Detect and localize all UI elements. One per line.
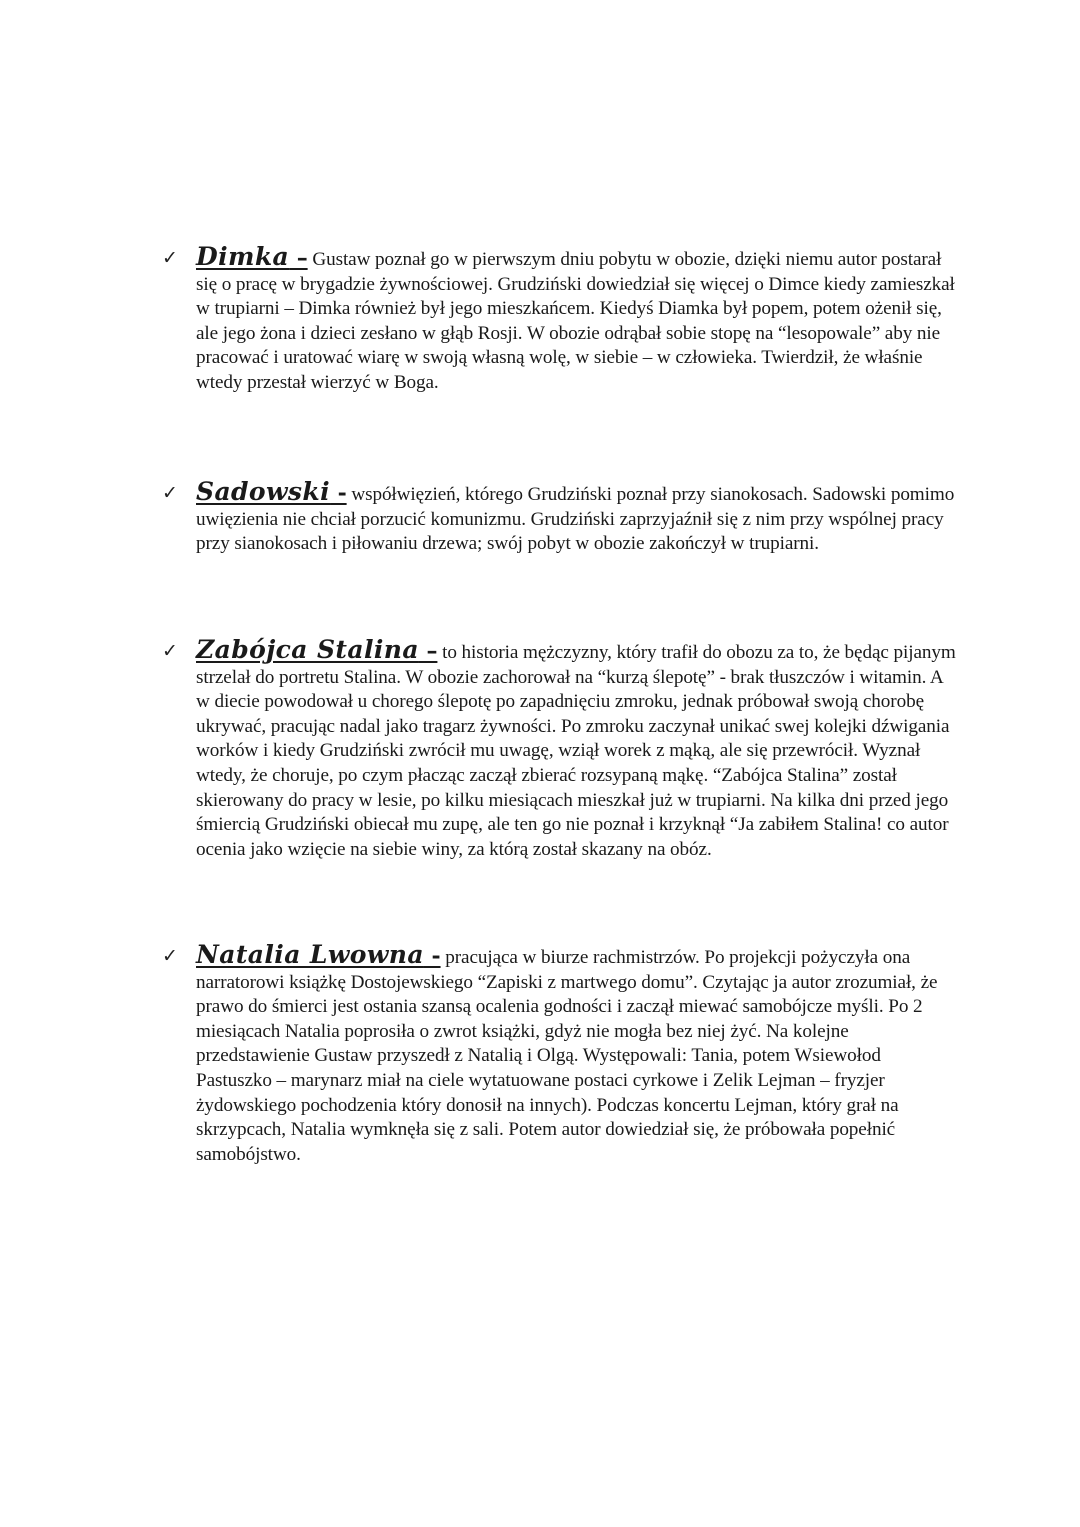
entry-sadowski — [162, 477, 962, 557]
entry-name: Sadowski — [196, 477, 331, 506]
entry-text: Gustaw poznał go w pierwszym dniu pobytu w obozie, dzięki niemu autor postarał się o pracę w brygadzie żywnościowej. Grudziński dowiedział się więcej o Dimce kiedy zamieszkał w trupiarni – Dimka również był jego mieszkańcem. Kiedyś Diamka był popem, potem ożenił się, ale jego żona i dzieci zesłano w głąb Rosji. W obozie odrąbał sobie stopę na “lesopowale” aby nie pracować i uratować wiarę w swoją własną wolę, w siebie – w człowieka. Twierdził, że właśnie wtedy przestał wierzyć w Boga. — [196, 249, 955, 393]
entry-natalia-lwowna — [162, 940, 962, 1167]
checkmark-icon: ✓ — [162, 247, 178, 269]
entry-text: to historia mężczyzny, który trafił do obozu za to, że będąc pijanym strzelał do portretu Stalina. W obozie zachorował na “kurzą ślepotę” - brak tłuszczów i witamin. A w diecie powodował u chorego ślepotę po zapadnięciu zmroku, jednak próbował swoją chorobę ukrywać, pracując nadal jako tragarz żywności. Po zmroku zaczynał unikać swej kolejki dźwigania worków i kiedy Grudziński zwrócił mu uwagę, wziął worek z mąką, ale się przewrócił. Wyznał wtedy, że choruje, po czym płacząc zaczął zbierać rozsypaną mąkę. “Zabójca Stalina” został skierowany do pracy w lesie, po kilku miesiącach mieszkał już w trupiarni. Na kilka dni przed jego śmiercią Grudziński obiecał mu zupę, ale ten go nie poznał i krzyknął “Ja zabiłem Stalina! co autor ocenia jako wzięcie na siebie winy, za którą został skazany na obóz. — [196, 642, 956, 860]
checkmark-icon: ✓ — [162, 945, 178, 967]
entry-body — [196, 940, 956, 1167]
entry-separator: - — [423, 943, 441, 969]
entry-body — [196, 242, 956, 396]
entry-text: współwięzień, którego Grudziński poznał przy sianokosach. Sadowski pomimo uwięzienia nie chciał porzucić komunizmu. Grudziński zaprzyjaźnił się z nim przy wspólnej pracy przy sianokosach i piłowaniu drzewa; swój pobyt w obozie zakończył w trupiarni. — [196, 484, 955, 555]
entry-text: pracująca w biurze rachmistrzów. Po projekcji pożyczyła ona narratorowi książkę Dostojewskiego “Zapiski z martwego domu”. Czytając ja autor zrozumiał, że prawo do śmierci jest ostania szansą ocalenia godności i zaczął miewać samobójcze myśli. Po 2 miesiącach Natalia poprosiła o zwrot książki, gdyż nie mogła bez niej żyć. Na kolejne przedstawienie Gustaw przyszedł z Natalią i Olgą. Występowali: Tania, potem Wsiewołod Pastuszko – marynarz miał na ciele wytatuowane postaci cyrkowe i Zelik Lejman – fryzjer żydowskiego pochodzenia który donosił na innych). Podczas koncertu Lejman, który grał na skrzypcach, Natalia wymknęła się z sali. Potem autor dowiedział się, że próbowała popełnić samobójstwo. — [196, 947, 938, 1165]
entry-name: Zabójca Stalina — [196, 635, 419, 664]
entry-body — [196, 635, 956, 862]
entry-dimka — [162, 242, 962, 396]
entry-separator: - — [330, 480, 347, 506]
entry-name: Dimka — [196, 242, 290, 271]
checkmark-icon: ✓ — [162, 482, 178, 504]
entry-zabojca-stalina — [162, 635, 962, 862]
entry-body — [196, 477, 956, 557]
entry-name: Natalia Lwowna — [196, 940, 424, 969]
checkmark-icon: ✓ — [162, 640, 178, 662]
entry-separator: – — [418, 638, 438, 664]
entry-separator: – — [289, 245, 308, 271]
